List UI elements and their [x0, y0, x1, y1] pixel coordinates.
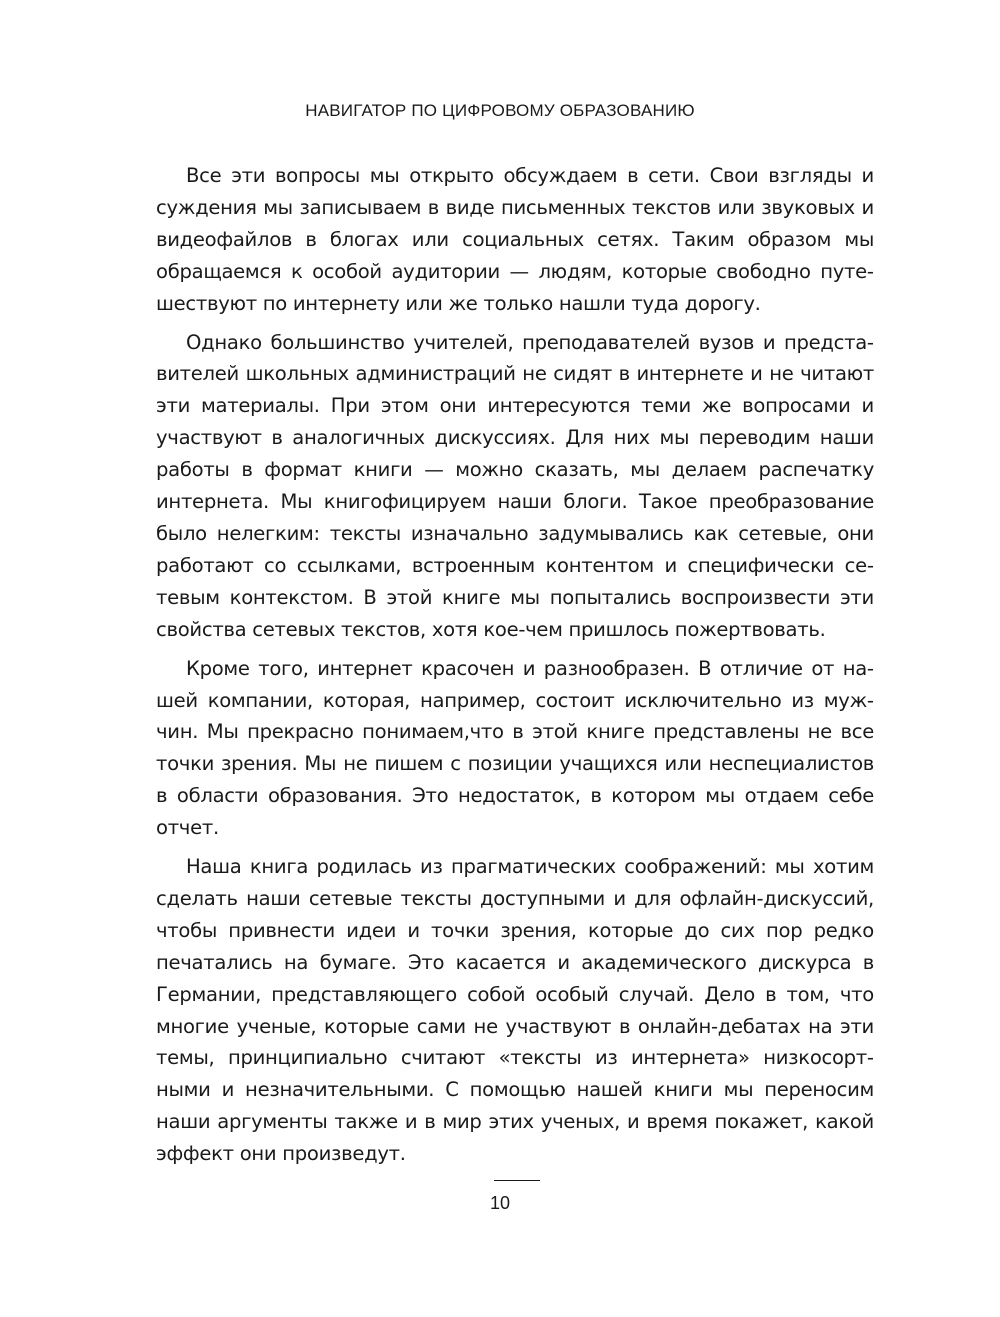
paragraph-3: Кроме того, интернет красочен и разнообразен. В отличие от нашей компании, которая, например, состоит исключительно из мужчин. Мы прекрасно понимаем,что в этой книге представлены не все точки зрения. Мы не пишем с позиции учащихся или неспециалистов в области образования. Это недостаток, в котором мы отдаем себе отчет. — [156, 656, 874, 840]
paragraph-2: Однако большинство учителей, преподавателей вузов и представителей школьных администраций не сидят в интернете и не читают эти материалы. При этом они интересуются теми же вопросами и участвуют в аналогичных дискуссиях. Для них мы переводим наши работы в формат книги — можно сказать, мы делаем распечатку интернета. Мы книгофицируем наши блоги. Такое преобразование было нелегким: тексты изначально задумывались как сетевые, они работают со ссылками, встроенным контентом и специфически сетевым контекстом. В этой книге мы попытались воспроизвести эти свойства сетевых текстов, хотя кое-чем пришлось пожертвовать. — [156, 330, 874, 641]
paragraph-4: Наша книга родилась из прагматических соображений: мы хотим сделать наши сетевые тексты доступными и для офлайн-дискуссий, чтобы привнести идеи и точки зрения, которые до сих пор редко печатались на бумаге. Это касается и академического дискурса в Германии, представляющего собой особый случай. Дело в том, что многие ученые, которые сами не участвуют в онлайн-дебатах на эти темы, принципиально считают «тексты из интернета» низкосортными и незначительными. С помощью нашей книги мы переносим наши аргументы также и в мир этих ученых, и время покажет, какой эффект они произведут. — [156, 855, 874, 1166]
page-number: 10 — [489, 1193, 511, 1213]
body-text — [156, 160, 874, 1177]
footer-rule — [494, 1180, 540, 1181]
running-head-title: НАВИГАТОР ПО ЦИФРОВОМУ ОБРАЗОВАНИЮ — [305, 101, 695, 120]
paragraph-1: Все эти вопросы мы открыто обсуждаем в сети. Свои взгляды и суждения мы записываем в виде письменных текстов или звуковых и видеофайлов в блогах или социальных сетях. Таким образом мы обращаемся к особой аудитории — людям, которые свободно путешествуют по интернету или же только нашли туда дорогу. — [156, 164, 874, 315]
